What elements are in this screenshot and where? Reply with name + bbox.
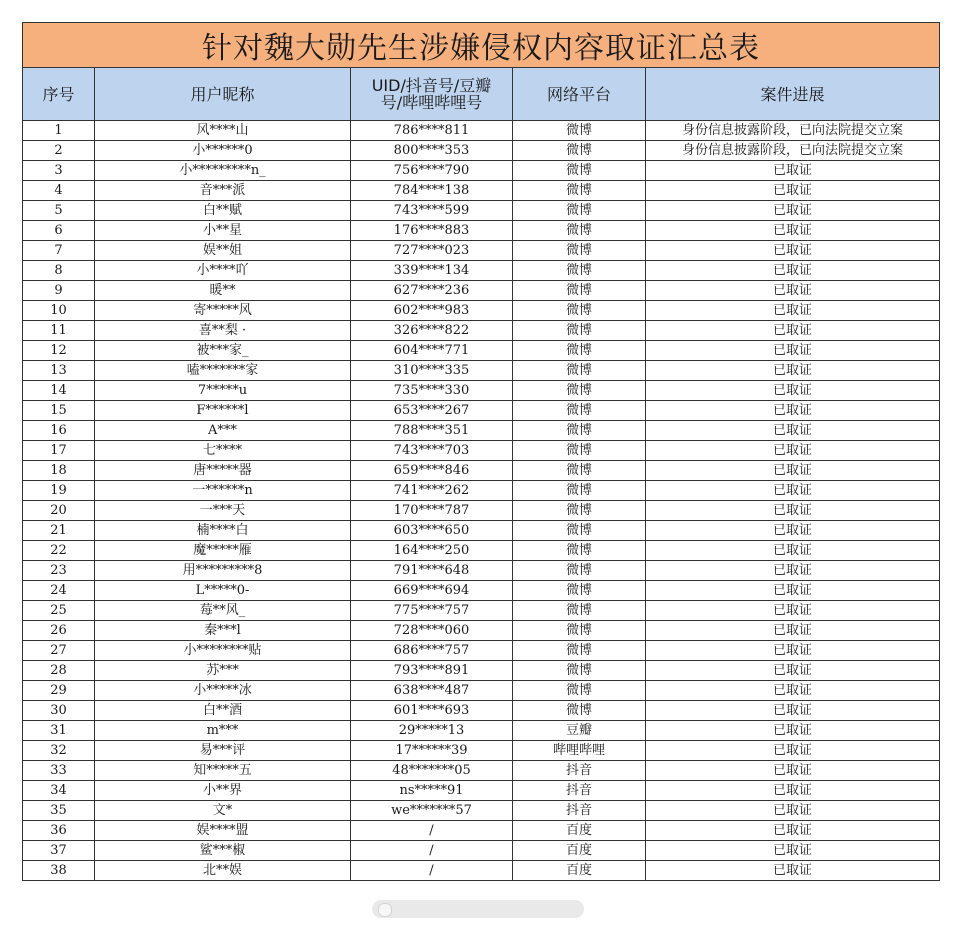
row-no: 20 <box>23 501 95 521</box>
table-row <box>23 441 940 461</box>
row-no: 6 <box>23 221 95 241</box>
row-progress: 已取证 <box>646 861 940 881</box>
row-nickname: 音***派 <box>95 181 351 201</box>
table-row <box>23 761 940 781</box>
watermark-avatar-icon <box>378 903 392 917</box>
row-uid: 800****353 <box>351 141 513 161</box>
row-platform: 微博 <box>513 661 646 681</box>
row-nickname: 被***家_ <box>95 341 351 361</box>
row-no: 24 <box>23 581 95 601</box>
row-no: 29 <box>23 681 95 701</box>
row-progress: 已取证 <box>646 361 940 381</box>
row-platform: 微博 <box>513 341 646 361</box>
row-nickname: 秦***l <box>95 621 351 641</box>
row-platform: 微博 <box>513 361 646 381</box>
row-platform: 微博 <box>513 461 646 481</box>
row-progress: 已取证 <box>646 521 940 541</box>
table-row <box>23 381 940 401</box>
title-row <box>23 23 940 68</box>
row-uid: 29*****13 <box>351 721 513 741</box>
row-progress: 已取证 <box>646 381 940 401</box>
row-progress: 已取证 <box>646 241 940 261</box>
row-platform: 抖音 <box>513 761 646 781</box>
row-uid: 756****790 <box>351 161 513 181</box>
row-nickname: 小*****冰 <box>95 681 351 701</box>
row-nickname: F******l <box>95 401 351 421</box>
row-nickname: 风****山 <box>95 121 351 141</box>
row-uid: 48*******05 <box>351 761 513 781</box>
row-nickname: 暖** <box>95 281 351 301</box>
row-nickname: 魔*****雁 <box>95 541 351 561</box>
row-platform: 微博 <box>513 681 646 701</box>
row-uid: 727****023 <box>351 241 513 261</box>
row-platform: 微博 <box>513 181 646 201</box>
table-row <box>23 241 940 261</box>
row-no: 35 <box>23 801 95 821</box>
row-progress: 已取证 <box>646 281 940 301</box>
row-no: 25 <box>23 601 95 621</box>
row-platform: 微博 <box>513 621 646 641</box>
row-uid: 170****787 <box>351 501 513 521</box>
table-row <box>23 601 940 621</box>
row-no: 13 <box>23 361 95 381</box>
row-nickname: 喜**梨 · <box>95 321 351 341</box>
row-no: 15 <box>23 401 95 421</box>
row-nickname: 小**星 <box>95 221 351 241</box>
table-row <box>23 681 940 701</box>
row-platform: 微博 <box>513 221 646 241</box>
row-uid: 339****134 <box>351 261 513 281</box>
row-nickname: 易***评 <box>95 741 351 761</box>
row-progress: 已取证 <box>646 821 940 841</box>
row-progress: 已取证 <box>646 761 940 781</box>
row-nickname: 莓**风_ <box>95 601 351 621</box>
row-uid: 164****250 <box>351 541 513 561</box>
row-no: 7 <box>23 241 95 261</box>
row-uid: 669****694 <box>351 581 513 601</box>
row-no: 14 <box>23 381 95 401</box>
row-no: 11 <box>23 321 95 341</box>
row-nickname: 楠****白 <box>95 521 351 541</box>
row-platform: 豆瓣 <box>513 721 646 741</box>
table-row <box>23 821 940 841</box>
table-row <box>23 141 940 161</box>
row-platform: 微博 <box>513 481 646 501</box>
header-no: 序号 <box>23 68 95 121</box>
table-row <box>23 261 940 281</box>
table-row <box>23 281 940 301</box>
table-row <box>23 301 940 321</box>
table-row <box>23 201 940 221</box>
row-progress: 已取证 <box>646 481 940 501</box>
row-platform: 哔哩哔哩 <box>513 741 646 761</box>
row-platform: 微博 <box>513 121 646 141</box>
row-progress: 已取证 <box>646 541 940 561</box>
table-row <box>23 741 940 761</box>
row-no: 30 <box>23 701 95 721</box>
row-no: 31 <box>23 721 95 741</box>
table-row <box>23 581 940 601</box>
row-progress: 已取证 <box>646 181 940 201</box>
table-row <box>23 541 940 561</box>
row-progress: 已取证 <box>646 321 940 341</box>
row-no: 32 <box>23 741 95 761</box>
row-platform: 微博 <box>513 601 646 621</box>
header-row <box>23 68 940 121</box>
table-row <box>23 861 940 881</box>
row-platform: 微博 <box>513 561 646 581</box>
row-nickname: 苏*** <box>95 661 351 681</box>
row-uid: 604****771 <box>351 341 513 361</box>
row-uid: 659****846 <box>351 461 513 481</box>
row-nickname: 文* <box>95 801 351 821</box>
evidence-summary-sheet <box>22 22 939 881</box>
row-no: 28 <box>23 661 95 681</box>
row-uid: 17******39 <box>351 741 513 761</box>
table-row <box>23 221 940 241</box>
row-progress: 已取证 <box>646 841 940 861</box>
header-uid-line1: UID/抖音号/豆瓣 <box>371 76 492 95</box>
row-no: 16 <box>23 421 95 441</box>
row-no: 10 <box>23 301 95 321</box>
table-row <box>23 401 940 421</box>
row-progress: 已取证 <box>646 661 940 681</box>
row-nickname: 小**界 <box>95 781 351 801</box>
row-uid: / <box>351 861 513 881</box>
row-uid: 743****599 <box>351 201 513 221</box>
row-nickname: 小********贴 <box>95 641 351 661</box>
row-progress: 已取证 <box>646 681 940 701</box>
row-uid: 176****883 <box>351 221 513 241</box>
table-row <box>23 641 940 661</box>
row-progress: 已取证 <box>646 501 940 521</box>
row-uid: 653****267 <box>351 401 513 421</box>
row-platform: 微博 <box>513 261 646 281</box>
table-row <box>23 321 940 341</box>
row-progress: 已取证 <box>646 401 940 421</box>
row-no: 33 <box>23 761 95 781</box>
row-nickname: 一***天 <box>95 501 351 521</box>
row-nickname: 白**酒 <box>95 701 351 721</box>
row-progress: 已取证 <box>646 601 940 621</box>
row-no: 9 <box>23 281 95 301</box>
row-no: 2 <box>23 141 95 161</box>
row-platform: 微博 <box>513 501 646 521</box>
row-progress: 已取证 <box>646 201 940 221</box>
table-row <box>23 801 940 821</box>
row-uid: 784****138 <box>351 181 513 201</box>
row-uid: 627****236 <box>351 281 513 301</box>
watermark-bar <box>372 900 584 918</box>
header-uid-line2: 号/哔哩哔哩号 <box>380 93 483 112</box>
row-uid: 602****983 <box>351 301 513 321</box>
row-no: 22 <box>23 541 95 561</box>
row-nickname: m*** <box>95 721 351 741</box>
row-uid: / <box>351 821 513 841</box>
row-platform: 微博 <box>513 541 646 561</box>
row-nickname: 唐*****器 <box>95 461 351 481</box>
row-nickname: L*****0- <box>95 581 351 601</box>
row-no: 3 <box>23 161 95 181</box>
header-uid <box>351 68 513 121</box>
table-row <box>23 161 940 181</box>
row-progress: 已取证 <box>646 461 940 481</box>
table-row <box>23 701 940 721</box>
row-progress: 身份信息披露阶段，已向法院提交立案 <box>646 121 940 141</box>
table-row <box>23 361 940 381</box>
row-progress: 已取证 <box>646 421 940 441</box>
header-progress: 案件进展 <box>646 68 940 121</box>
row-uid: ns*****91 <box>351 781 513 801</box>
row-no: 38 <box>23 861 95 881</box>
table-row <box>23 421 940 441</box>
row-no: 4 <box>23 181 95 201</box>
evidence-table <box>22 22 940 881</box>
row-uid: 743****703 <box>351 441 513 461</box>
row-progress: 已取证 <box>646 801 940 821</box>
row-nickname: 小****吖 <box>95 261 351 281</box>
row-platform: 微博 <box>513 161 646 181</box>
row-nickname: 一******n <box>95 481 351 501</box>
row-no: 18 <box>23 461 95 481</box>
row-progress: 已取证 <box>646 161 940 181</box>
row-platform: 微博 <box>513 301 646 321</box>
table-row <box>23 781 940 801</box>
table-row <box>23 521 940 541</box>
row-uid: 686****757 <box>351 641 513 661</box>
row-progress: 身份信息披露阶段，已向法院提交立案 <box>646 141 940 161</box>
row-uid: 603****650 <box>351 521 513 541</box>
row-uid: 793****891 <box>351 661 513 681</box>
row-progress: 已取证 <box>646 341 940 361</box>
table-body <box>23 121 940 881</box>
row-progress: 已取证 <box>646 561 940 581</box>
row-nickname: 知*****五 <box>95 761 351 781</box>
table-row <box>23 481 940 501</box>
row-progress: 已取证 <box>646 641 940 661</box>
table-row <box>23 661 940 681</box>
row-no: 5 <box>23 201 95 221</box>
row-progress: 已取证 <box>646 621 940 641</box>
table-row <box>23 121 940 141</box>
row-progress: 已取证 <box>646 441 940 461</box>
row-no: 23 <box>23 561 95 581</box>
row-uid: we*******57 <box>351 801 513 821</box>
row-nickname: 嗑*******家 <box>95 361 351 381</box>
row-uid: 735****330 <box>351 381 513 401</box>
row-nickname: 7*****u <box>95 381 351 401</box>
row-uid: 775****757 <box>351 601 513 621</box>
row-platform: 百度 <box>513 861 646 881</box>
row-platform: 微博 <box>513 381 646 401</box>
row-progress: 已取证 <box>646 741 940 761</box>
row-nickname: 北**娱 <box>95 861 351 881</box>
row-platform: 抖音 <box>513 781 646 801</box>
table-row <box>23 461 940 481</box>
row-platform: 微博 <box>513 401 646 421</box>
table-row <box>23 501 940 521</box>
row-platform: 微博 <box>513 641 646 661</box>
table-row <box>23 181 940 201</box>
row-uid: 326****822 <box>351 321 513 341</box>
row-no: 21 <box>23 521 95 541</box>
table-row <box>23 841 940 861</box>
row-no: 17 <box>23 441 95 461</box>
row-nickname: 寄*****风 <box>95 301 351 321</box>
row-progress: 已取证 <box>646 221 940 241</box>
row-nickname: 娱****盟 <box>95 821 351 841</box>
row-progress: 已取证 <box>646 581 940 601</box>
row-no: 27 <box>23 641 95 661</box>
row-platform: 微博 <box>513 241 646 261</box>
row-no: 12 <box>23 341 95 361</box>
row-nickname: 小******0 <box>95 141 351 161</box>
row-platform: 微博 <box>513 701 646 721</box>
row-uid: 728****060 <box>351 621 513 641</box>
table-title: 针对魏大勋先生涉嫌侵权内容取证汇总表 <box>23 23 940 68</box>
row-platform: 抖音 <box>513 801 646 821</box>
row-progress: 已取证 <box>646 781 940 801</box>
header-name: 用户昵称 <box>95 68 351 121</box>
row-progress: 已取证 <box>646 721 940 741</box>
row-nickname: 鲨***椒 <box>95 841 351 861</box>
row-platform: 微博 <box>513 321 646 341</box>
row-no: 8 <box>23 261 95 281</box>
row-platform: 微博 <box>513 281 646 301</box>
row-platform: 微博 <box>513 581 646 601</box>
table-row <box>23 561 940 581</box>
table-row <box>23 341 940 361</box>
row-no: 1 <box>23 121 95 141</box>
row-no: 26 <box>23 621 95 641</box>
row-nickname: A*** <box>95 421 351 441</box>
row-nickname: 小*********n_ <box>95 161 351 181</box>
row-uid: 638****487 <box>351 681 513 701</box>
row-no: 19 <box>23 481 95 501</box>
row-platform: 百度 <box>513 821 646 841</box>
row-uid: 741****262 <box>351 481 513 501</box>
row-platform: 百度 <box>513 841 646 861</box>
row-uid: 786****811 <box>351 121 513 141</box>
row-nickname: 用*********8 <box>95 561 351 581</box>
row-progress: 已取证 <box>646 261 940 281</box>
row-progress: 已取证 <box>646 701 940 721</box>
row-progress: 已取证 <box>646 301 940 321</box>
row-nickname: 白**赋 <box>95 201 351 221</box>
row-no: 36 <box>23 821 95 841</box>
row-platform: 微博 <box>513 201 646 221</box>
row-uid: 788****351 <box>351 421 513 441</box>
row-platform: 微博 <box>513 521 646 541</box>
header-platform: 网络平台 <box>513 68 646 121</box>
table-row <box>23 721 940 741</box>
row-platform: 微博 <box>513 141 646 161</box>
row-nickname: 七**** <box>95 441 351 461</box>
row-platform: 微博 <box>513 421 646 441</box>
row-uid: 310****335 <box>351 361 513 381</box>
row-uid: 791****648 <box>351 561 513 581</box>
row-uid: 601****693 <box>351 701 513 721</box>
row-platform: 微博 <box>513 441 646 461</box>
row-uid: / <box>351 841 513 861</box>
row-no: 37 <box>23 841 95 861</box>
table-row <box>23 621 940 641</box>
row-nickname: 娱**姐 <box>95 241 351 261</box>
row-no: 34 <box>23 781 95 801</box>
